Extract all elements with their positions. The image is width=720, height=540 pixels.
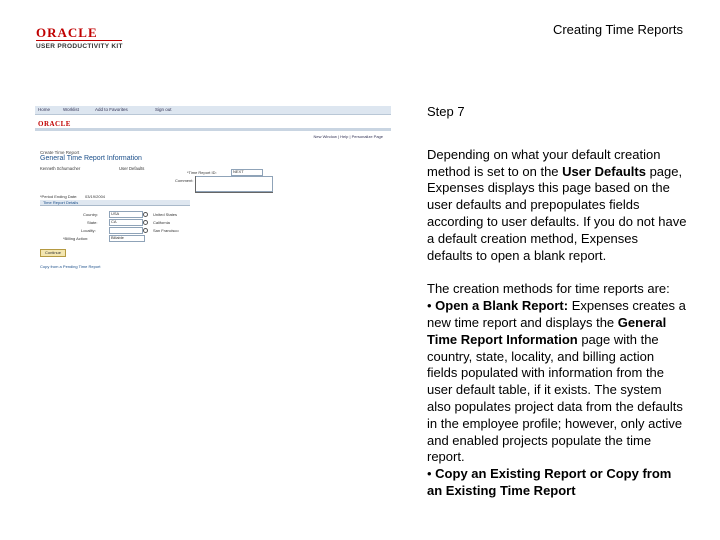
report-id-value: NEXT: [233, 169, 244, 174]
oracle-upk-logo: [36, 26, 126, 50]
state-value: CA: [111, 219, 117, 224]
instruction-text: [427, 104, 687, 500]
state-label: State:: [87, 220, 98, 225]
nav-link[interactable]: Help: [340, 134, 349, 139]
locality-hint: San Francisco: [153, 228, 179, 233]
page-title: Creating Time Reports: [552, 22, 683, 37]
copy-pending-link[interactable]: Copy from a Pending Time Report: [40, 264, 101, 269]
method-blank-title: Open a Blank Report:: [435, 298, 569, 314]
method-blank-page-name: General Time Report Information: [427, 314, 667, 347]
details-section-header[interactable]: [40, 200, 190, 206]
bullet-marker: •: [427, 298, 436, 314]
para1-text-a: Depending on what your default creation method is set to on the: [427, 146, 661, 179]
screenshot-breadcrumb: Create Time Report: [40, 150, 80, 155]
report-id-label: *Time Report ID:: [187, 170, 217, 175]
logo-product: USER PRODUCTIVITY KIT: [36, 43, 123, 50]
continue-button[interactable]: Continue: [40, 249, 66, 257]
methods-intro: The creation methods for time reports are:: [427, 281, 670, 297]
para1-user-defaults: User Defaults: [562, 163, 646, 179]
comment-label: Comment:: [175, 178, 194, 183]
screenshot-nav-links: New Window | Help | Personalize Page: [313, 134, 383, 139]
top-menu-item[interactable]: Sign out: [155, 107, 172, 112]
method-blank-report: [427, 298, 687, 466]
locality-lookup-icon[interactable]: [143, 228, 148, 233]
country-label: Country:: [83, 212, 99, 217]
step-label: Step 7: [427, 104, 465, 119]
screenshot-band: [35, 128, 391, 131]
country-hint: United States: [153, 212, 178, 217]
app-screenshot: [35, 106, 391, 276]
para1-text-c: page, Expenses displays this page based on the user defaults and prepopulates fields according to user defaults. If you do not have a default creation method, Expenses defaults to open a blank report.: [427, 163, 687, 263]
billing-action-value: Billable: [111, 235, 124, 240]
nav-link[interactable]: Personalize Page: [351, 134, 383, 139]
logo-divider: [36, 40, 122, 41]
locality-label: Locality:: [81, 228, 96, 233]
state-hint: California: [153, 220, 170, 225]
country-lookup-icon[interactable]: [143, 212, 148, 217]
top-menu-item[interactable]: Worklist: [63, 107, 79, 112]
locality-input[interactable]: [109, 227, 143, 234]
bullet-marker: •: [427, 466, 436, 482]
screenshot-top-menu: [35, 106, 391, 115]
paragraph-default-method: [427, 147, 687, 265]
period-label: *Period Ending Date:: [40, 194, 78, 199]
screenshot-brand: ORACLE: [38, 120, 71, 128]
nav-link[interactable]: New Window: [313, 134, 337, 139]
details-section-title: Time Report Details: [43, 200, 79, 205]
screenshot-title: General Time Report Information: [40, 155, 142, 162]
billing-action-label: *Billing Action:: [63, 236, 89, 241]
comment-textarea[interactable]: [195, 176, 273, 192]
top-menu-item[interactable]: Home: [38, 107, 51, 112]
logo-brand: ORACLE: [36, 25, 98, 40]
comment-bottom: [195, 192, 273, 193]
comment-edge: [195, 176, 196, 192]
top-menu-item[interactable]: Add to Favorites: [95, 107, 128, 112]
period-value: 03/19/2004: [85, 194, 106, 199]
method-copy-title: Copy an Existing Report or Copy from an Existing Time Report: [427, 466, 672, 498]
paragraph-creation-methods: [427, 281, 687, 499]
method-blank-text-a: Expenses creates a new time report and displays the: [427, 298, 686, 330]
state-lookup-icon[interactable]: [143, 220, 148, 225]
country-value: USA: [111, 211, 120, 216]
screenshot-user-name: Kenneth Schumacher: [40, 166, 81, 171]
method-copy-report: [427, 466, 687, 500]
user-defaults-link[interactable]: User Defaults: [119, 166, 145, 171]
method-blank-text-c: page with the country, state, locality, and billing action fields populated with information from the user default table, if it exists. The system also populates project data from the defaults in the employee profile; however, only active and enabled projects populate the time report.: [427, 331, 683, 465]
